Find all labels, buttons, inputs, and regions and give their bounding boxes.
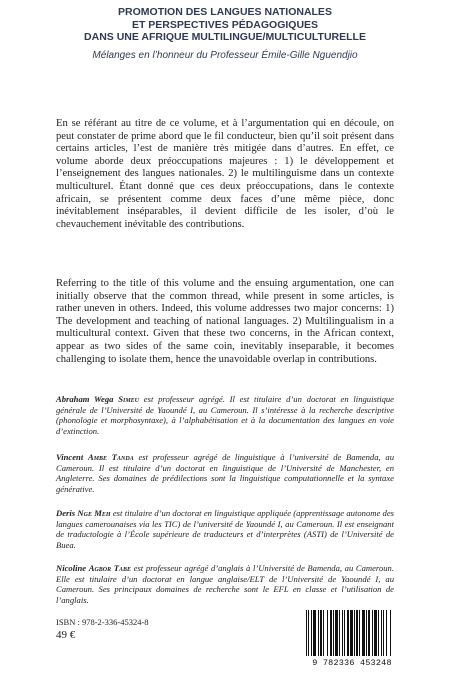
barcode-digits: 9 782336 453248 xyxy=(312,658,392,668)
isbn-text: ISBN : 978-2-336-45324-8 xyxy=(56,617,149,627)
summary-french: En se référant au titre de ce volume, et à l’argumentation qui en découle, on peut constater de prime abord que le fil conducteur, bien qu’il soit présent dans certains articles, l’est de manière très mitigée dans d’autres. En effet, ce volume aborde deux préoccupations majeures : 1) le développement et l’enseignement des langues nationales. 2) le multilinguisme dans un contexte multiculturel. Étant donné que ces deux préoccupations, dans le contexte africain, se présentent comme deux faces d’une même pièce, donc inévitablement inséparables, il devient difficile de les isoler, d’où le chevauchement inévitable des contributions. xyxy=(56,118,394,230)
author-bio-simeu: Abraham Wega Simeu est professeur agrégé. Il est titulaire d’un doctorat en linguistique générale de l’Université de Yaoundé I, au Cameroun. Il s’intéresse à la recherche descriptive (phonologie et morphosyntaxe), à l’alphabétisation et à la documentation des langues en voie d’extinction. xyxy=(56,394,394,436)
author-bio-meh: Deris Nge Meh est titulaire d’un doctorat en linguistique appliquée (apprentissage autonome des langues camerounaises via les TIC) de l’université de Yaoundé I, au Cameroun. Il est enseignant de traductologie à l’École supérieure de traducteurs et d’interprètes (ASTI) de l’Université de Buea. xyxy=(56,508,395,550)
author-bio-tabe: Nicoline Agbor Tabe est professeur agrégé d’anglais à l’Université de Bamenda, au Cameroun. Elle est titulaire d’un doctorat en langue anglaise/ELT de l’Université de Yaoundé I, au Cameroun. Ses principaux domaines de recherche sont le EFL en classe et l’utilisation de l’anglais. xyxy=(56,563,394,605)
title-line-1: PROMOTION DES LANGUES NATIONALES xyxy=(118,6,332,18)
author-name: Abraham Wega Simeu xyxy=(56,394,140,404)
title-line-2: ET PERSPECTIVES PÉDAGOGIQUES xyxy=(131,18,319,31)
price-text: 49 € xyxy=(56,629,76,641)
barcode-bars xyxy=(300,608,404,658)
book-subtitle: Mélanges en l’honneur du Professeur Émile-Gille Nguendjio xyxy=(92,50,358,61)
author-bio-tanda: Vincent Ambe Tanda est professeur agrégé de linguistique à l’université de Bamenda, au Cameroun. Il est titulaire d’un doctorat en linguistique de l’Université de Manchester, en Angleterre. Ses domaines de prédilections sont la linguistique computationnelle et la syntaxe générative. xyxy=(56,452,394,494)
author-name: Deris Nge Meh xyxy=(56,508,111,518)
summary-english: Referring to the title of this volume and the ensuing argumentation, one can initially observe that the common thread, while present in some articles, is rather uneven in others. Indeed, this volume addresses two major concerns: 1) The development and teaching of national languages. 2) Multilingualism in a multicultural context. Given that these two concerns, in the African context, appear as two sides of the same coin, inevitably inseparable, it becomes challenging to isolate them, hence the unavoidable overlap in contributions. xyxy=(56,278,394,365)
author-name: Vincent Ambe Tanda xyxy=(56,452,134,462)
book-title xyxy=(0,6,450,44)
barcode xyxy=(300,608,404,670)
title-line-3: DANS UNE AFRIQUE MULTILINGUE/MULTICULTURELLE xyxy=(84,31,366,43)
author-name: Nicoline Agbor Tabe xyxy=(56,563,132,573)
